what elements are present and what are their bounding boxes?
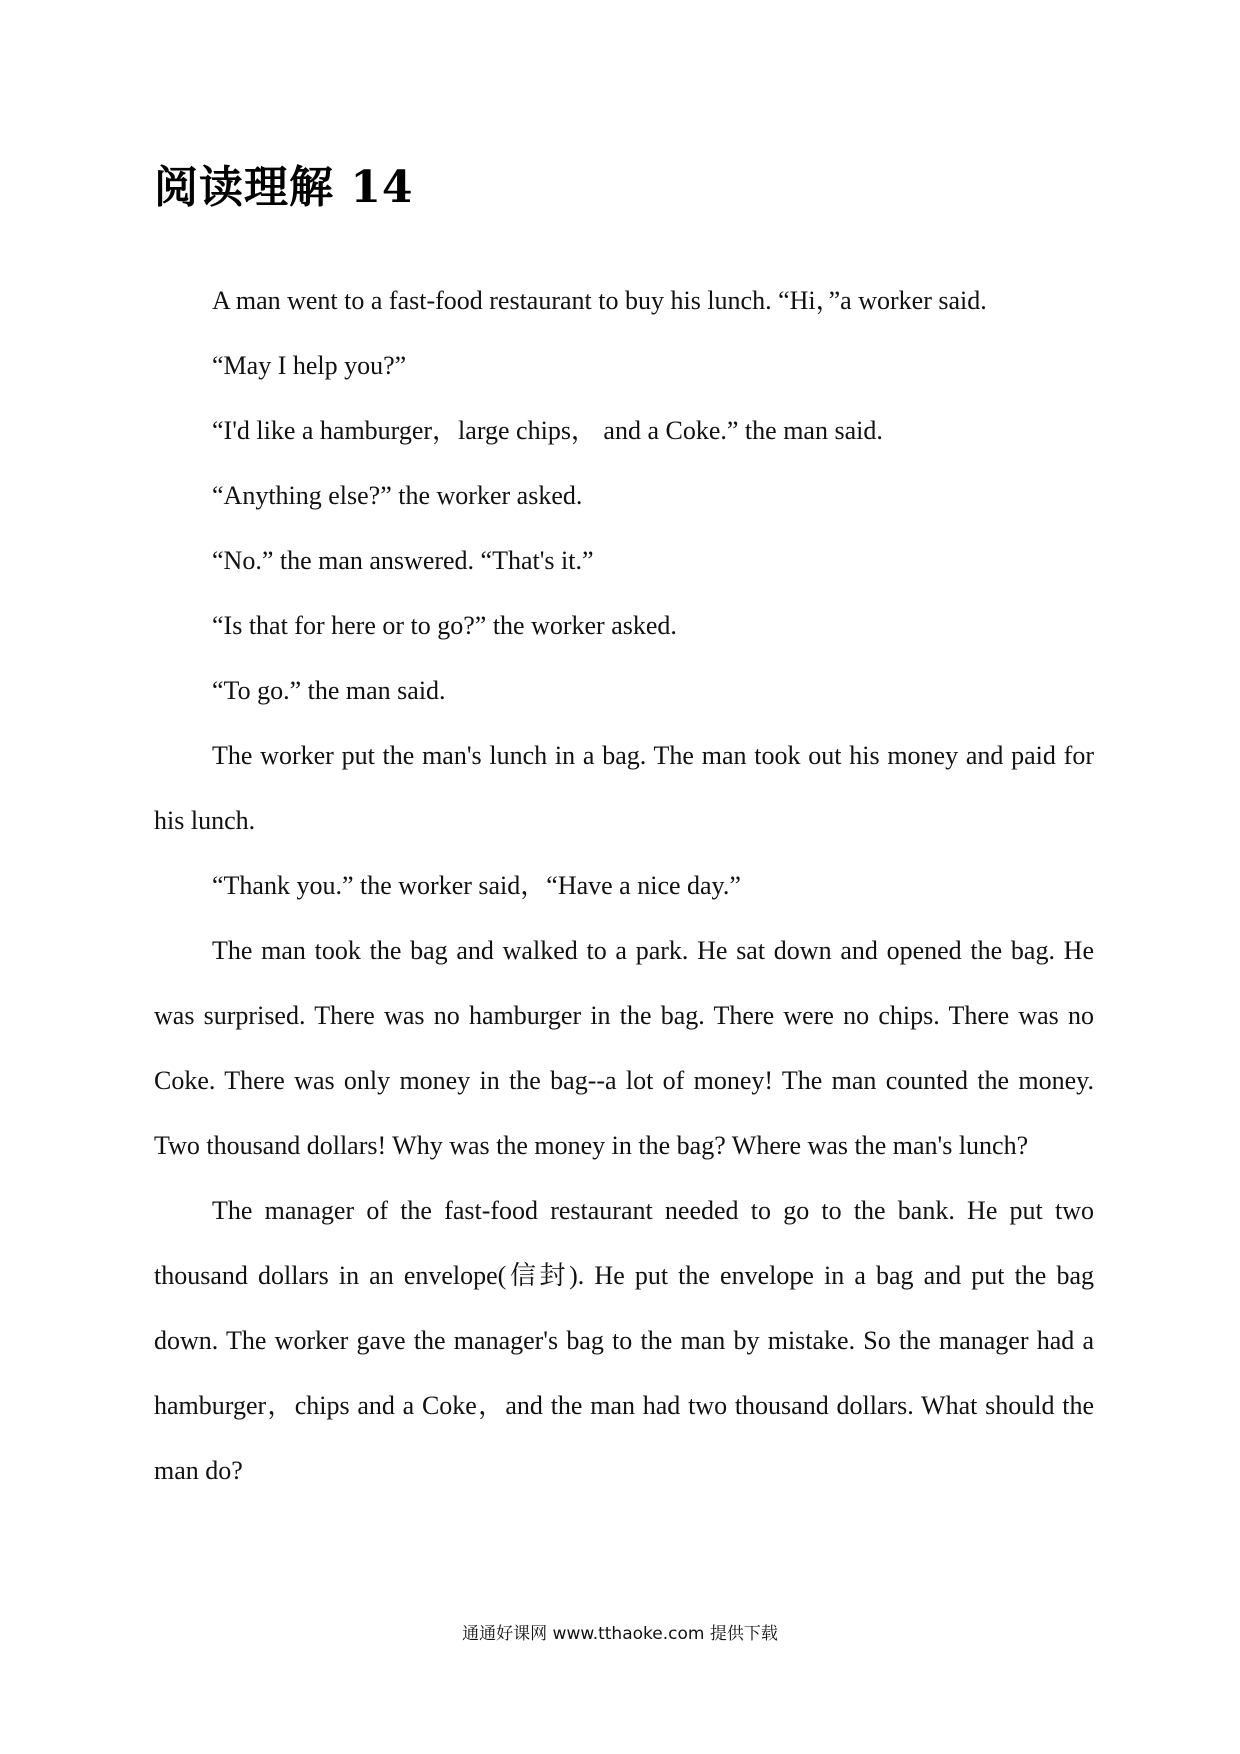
paragraph-3: “I'd like a hamburger，large chips， and a Coke.” the man said. bbox=[212, 416, 883, 445]
passage-body bbox=[154, 268, 1094, 1503]
paragraph-1: A man went to a fast-food restaurant to buy his lunch. “Hi，”a worker said. bbox=[212, 286, 987, 315]
paragraph-4: “Anything else?” the worker asked. bbox=[212, 481, 583, 510]
paragraph-6: “Is that for here or to go?” the worker asked. bbox=[212, 611, 677, 640]
paragraph-2: “May I help you?” bbox=[212, 351, 407, 380]
paragraph-7: “To go.” the man said. bbox=[212, 676, 446, 705]
paragraph-10: The man took the bag and walked to a park. He sat down and opened the bag. He was surprised. There was no hamburger in the bag. There were no chips. There was no Coke. There was only money in the bag--a lot of money! The man counted the money. Two thousand dollars! Why was the money in the bag? Where was the man's lunch? bbox=[154, 936, 1094, 1160]
paragraph-8: The worker put the man's lunch in a bag. The man took out his money and paid for his lunch. bbox=[154, 741, 1094, 835]
paragraph-11: The manager of the fast-food restaurant needed to go to the bank. He put two thousand dollars in an envelope(信封). He put the envelope in a bag and put the bag down. The worker gave the manager's bag to the man by mistake. So the manager had a hamburger，chips and a Coke，and the man had two thousand dollars. What should the man do? bbox=[154, 1196, 1094, 1485]
paragraph-9: “Thank you.” the worker said，“Have a nice day.” bbox=[212, 871, 741, 900]
paragraph-5: “No.” the man answered. “That's it.” bbox=[212, 546, 594, 575]
page-footer: 通通好课网 www.tthaoke.com 提供下载 bbox=[462, 1624, 778, 1644]
page-title: 阅读理解 14 bbox=[154, 162, 414, 213]
